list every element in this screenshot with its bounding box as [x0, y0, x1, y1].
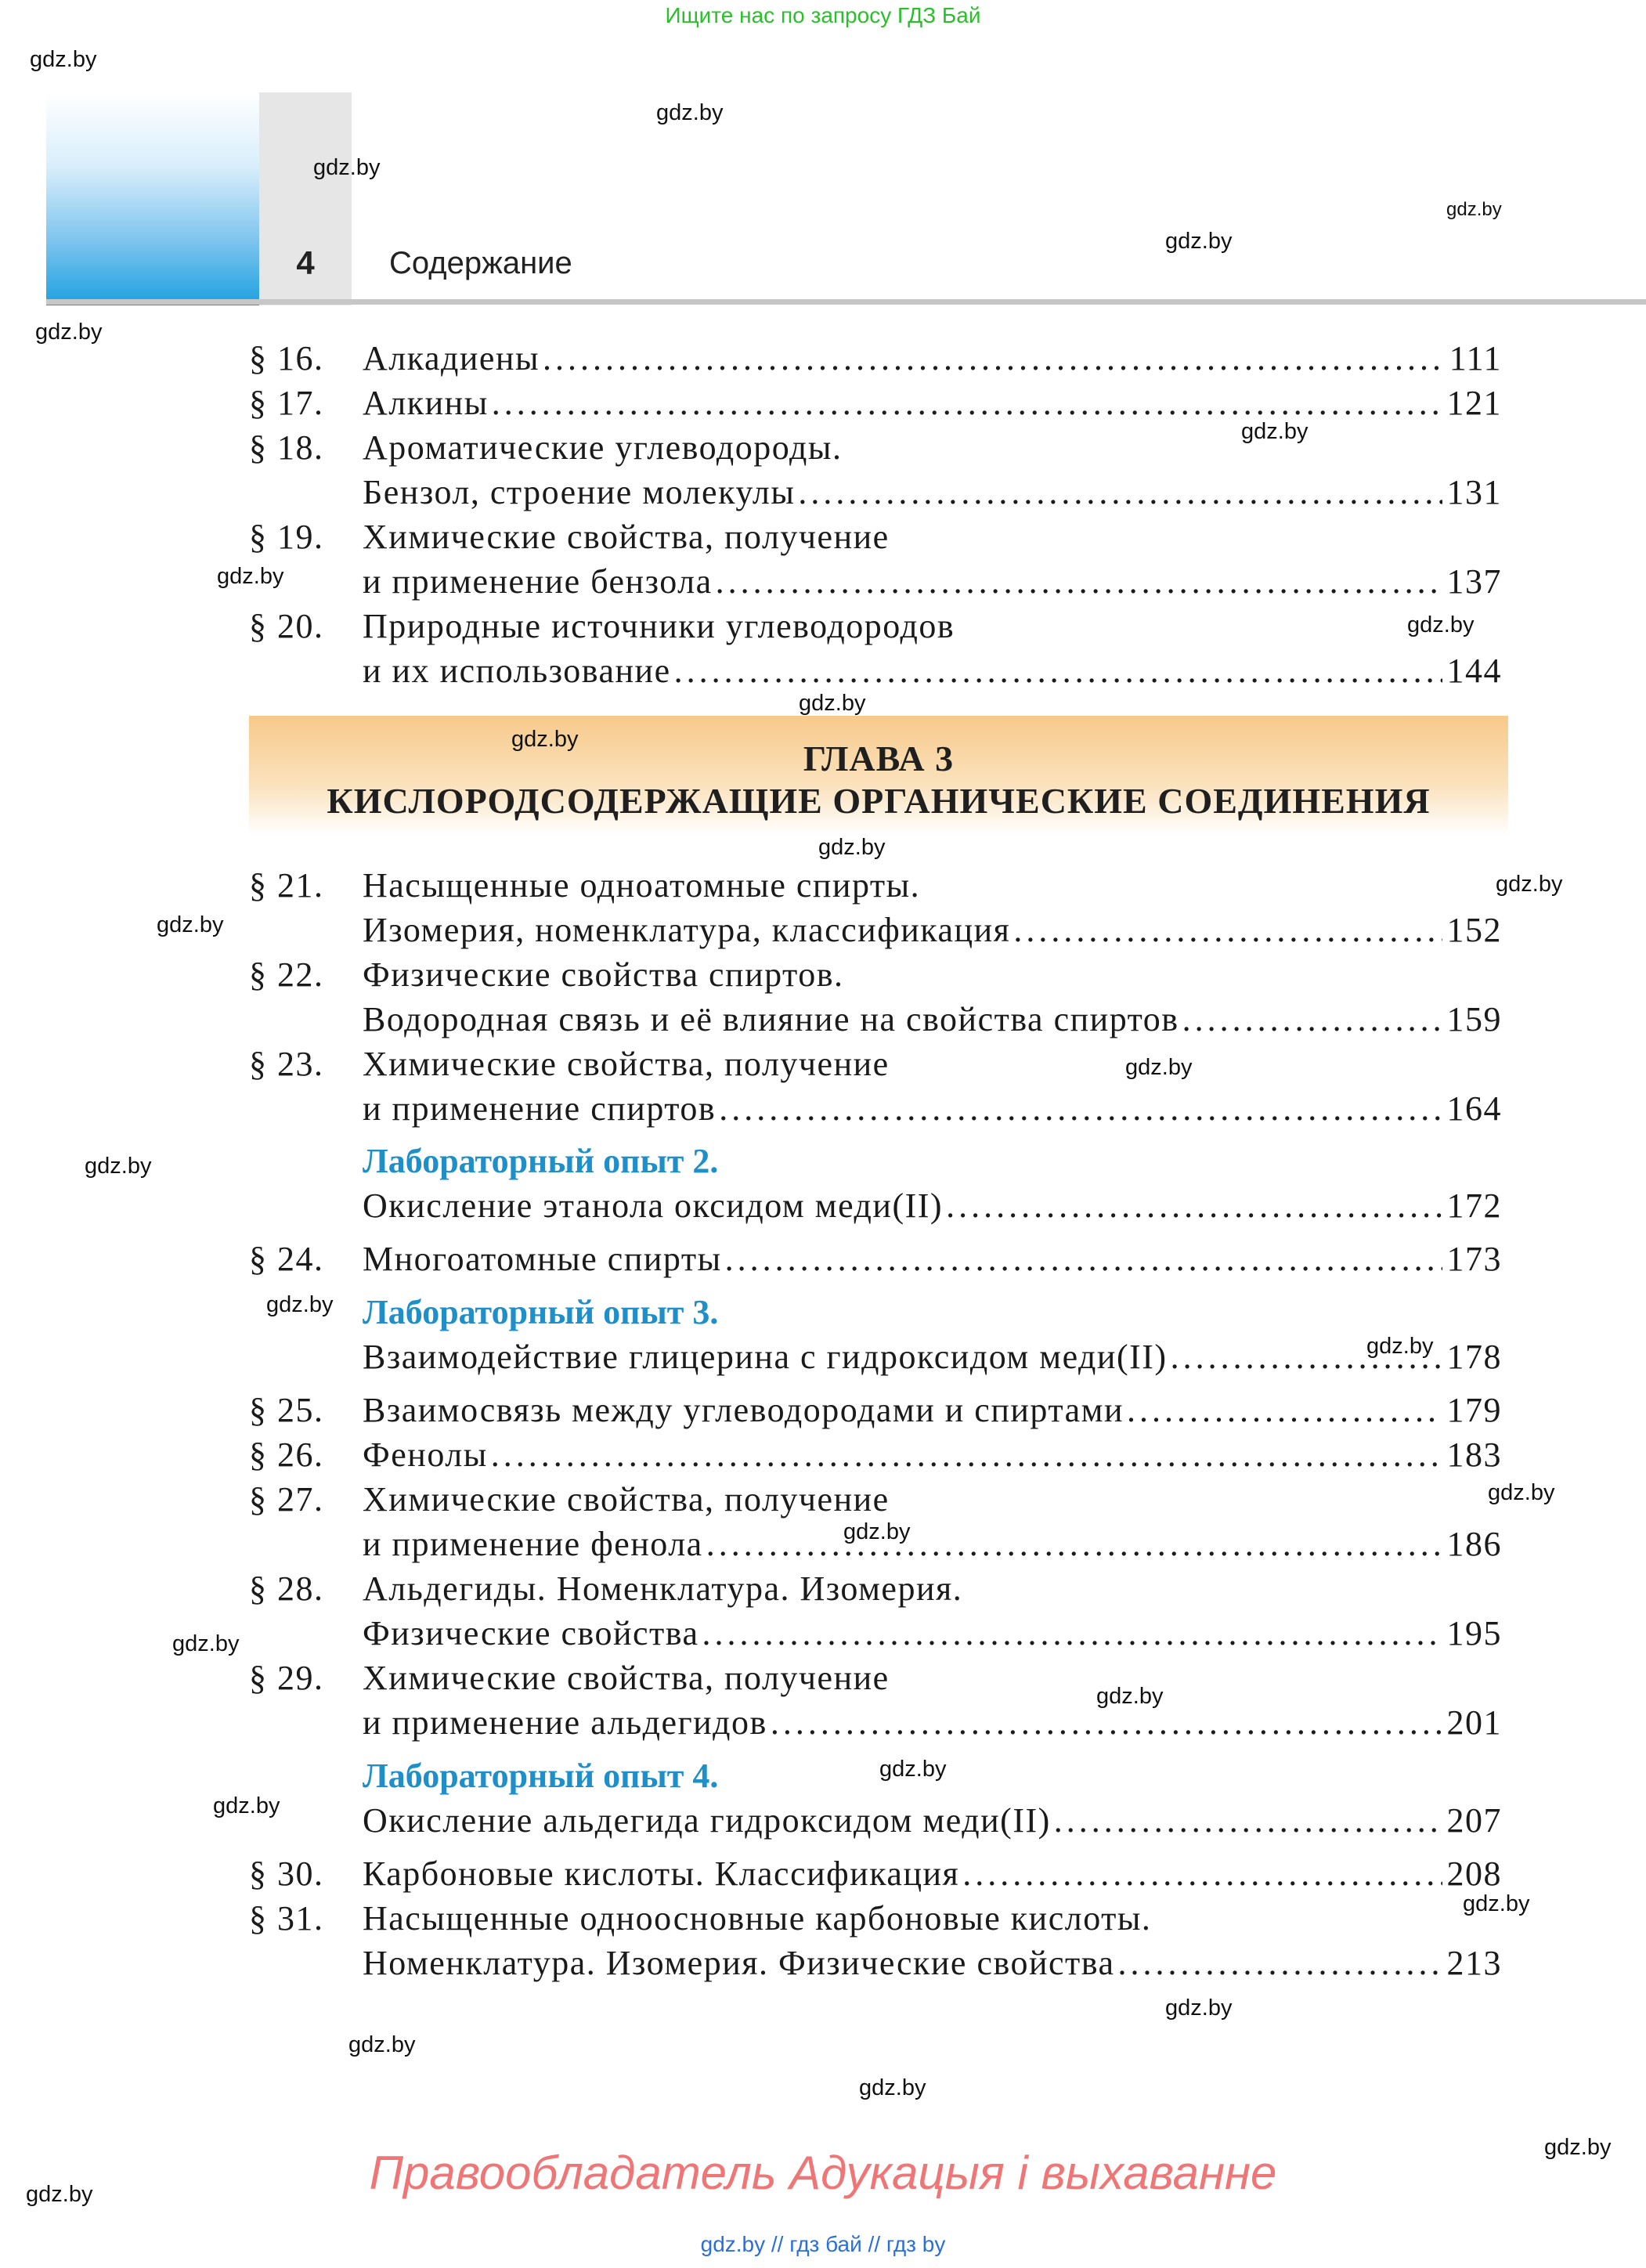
watermark: gdz.by: [1488, 1480, 1555, 1505]
toc-entry-number: § 16.: [249, 339, 324, 377]
toc-entry-page: 137: [1446, 562, 1502, 601]
watermark: gdz.by: [172, 1631, 240, 1656]
toc-entry-page: 144: [1446, 652, 1502, 690]
toc-entry-title: Алкадиены: [363, 339, 540, 377]
toc-entry-title: Алкины: [363, 384, 489, 422]
toc-entry-number: § 17.: [249, 384, 324, 422]
toc-entry-title: Насыщенные одноатомные спирты.: [363, 866, 921, 905]
toc-entry-page: 152: [1446, 911, 1502, 949]
header-color-block: [46, 92, 259, 305]
toc-entry-page: 213: [1446, 1944, 1502, 1982]
watermark: gdz.by: [1446, 199, 1502, 220]
copyright-owner-notice: Правообладатель Адукацыя і выхаванне: [369, 2147, 1277, 2199]
top-banner-link[interactable]: Ищите нас по запросу ГДЗ Бай: [665, 3, 981, 27]
toc-entry-title: Физические свойства спиртов.: [363, 955, 844, 994]
watermark: gdz.by: [1407, 612, 1475, 637]
toc-leader-dots: [1114, 1941, 1442, 1985]
toc-entry-number: § 22.: [249, 955, 324, 994]
toc-entry-page: 172: [1446, 1186, 1502, 1225]
toc-leader-dots: [1051, 1799, 1442, 1843]
toc-entry-title: Альдегиды. Номенклатура. Изомерия.: [363, 1569, 963, 1608]
toc-entry[interactable]: [249, 1897, 1502, 1941]
toc-entry-title: Насыщенные одноосновные карбоновые кислоты.: [363, 1899, 1152, 1938]
watermark: gdz.by: [1096, 1684, 1164, 1709]
toc-entry-continuation[interactable]: [249, 1087, 1502, 1131]
toc-leader-dots: [959, 1852, 1442, 1896]
watermark: gdz.by: [35, 320, 103, 345]
toc-entry-title: Изомерия, номенклатура, классификация: [363, 911, 1011, 949]
toc-entry-title: и применение бензола: [363, 562, 713, 601]
toc-entry-title: Химические свойства, получение: [363, 518, 890, 556]
watermark: gdz.by: [1463, 1891, 1530, 1916]
watermark: gdz.by: [313, 155, 381, 180]
bottom-banner-link[interactable]: gdz.by // гдз бай // гдз by: [700, 2232, 946, 2256]
toc-entry[interactable]: [249, 515, 1502, 559]
toc-entry-page: 201: [1446, 1703, 1502, 1742]
watermark: gdz.by: [266, 1292, 334, 1317]
chapter-title: КИСЛОРОДСОДЕРЖАЩИЕ ОРГАНИЧЕСКИЕ СОЕДИНЕНИЯ: [327, 781, 1431, 821]
toc-entry-number: § 20.: [249, 607, 324, 645]
toc-entry-title: Номенклатура. Изомерия. Физические свойства: [363, 1944, 1115, 1982]
toc-leader-dots: [1124, 1389, 1442, 1432]
toc-leader-dots: [703, 1522, 1442, 1566]
toc-entry[interactable]: [249, 1335, 1502, 1379]
toc-entry-page: 186: [1446, 1525, 1502, 1563]
watermark: gdz.by: [1165, 1995, 1233, 2021]
toc-entry-page: 195: [1446, 1614, 1502, 1652]
toc-entry-page: 207: [1446, 1801, 1502, 1840]
toc-entry[interactable]: [249, 1433, 1502, 1477]
toc-entry[interactable]: [249, 1478, 1502, 1522]
toc-entry-title: Карбоновые кислоты. Классификация: [363, 1854, 960, 1893]
toc-entry[interactable]: [249, 1852, 1502, 1896]
chapter-label: ГЛАВА 3: [803, 739, 955, 778]
toc-entry-title: Взаимодействие глицерина с гидроксидом меди(II): [363, 1338, 1168, 1376]
toc-entry[interactable]: [249, 1389, 1502, 1432]
toc-entry-title: Ароматические углеводороды.: [363, 428, 843, 467]
toc-entry[interactable]: [249, 381, 1502, 425]
toc-entry-number: § 18.: [249, 428, 324, 467]
toc-entry-continuation[interactable]: [249, 560, 1502, 604]
toc-entry-title: Фенолы: [363, 1436, 488, 1474]
toc-entry-title: Водородная связь и её влияние на свойства спиртов: [363, 1000, 1179, 1038]
toc-entry-number: § 19.: [249, 518, 324, 556]
watermark: gdz.by: [30, 47, 97, 72]
toc-entry-continuation[interactable]: [249, 649, 1502, 693]
watermark: gdz.by: [1165, 229, 1233, 254]
toc-entry-page: 178: [1446, 1338, 1502, 1376]
toc-entry-page: 179: [1446, 1391, 1502, 1429]
toc-leader-dots: [671, 649, 1442, 693]
toc-entry-page: 173: [1446, 1240, 1502, 1278]
toc-entry[interactable]: [249, 605, 1502, 648]
toc-entry-continuation[interactable]: [249, 1941, 1502, 1985]
toc-entry-title: Бензол, строение молекулы: [363, 473, 796, 511]
toc-entry-title: Физические свойства: [363, 1614, 699, 1652]
toc-leader-dots: [795, 471, 1442, 515]
running-header-title: Содержание: [389, 246, 572, 280]
toc-entry[interactable]: [249, 1567, 1502, 1611]
watermark: gdz.by: [859, 2075, 926, 2100]
toc-entry-page: 159: [1446, 1000, 1502, 1038]
toc-entry-title: Химические свойства, получение: [363, 1045, 890, 1083]
toc-leader-dots: [1010, 908, 1442, 952]
watermark: gdz.by: [656, 100, 724, 125]
toc-entry-number: § 23.: [249, 1045, 324, 1083]
toc-entry-title: и применение фенола: [363, 1525, 703, 1563]
watermark: gdz.by: [213, 1793, 280, 1818]
header-rule: [46, 299, 1646, 305]
toc-entry-page: 111: [1449, 339, 1502, 377]
toc-entry-continuation[interactable]: [249, 471, 1502, 515]
toc-entry-title: и их использование: [363, 652, 671, 690]
toc-entry-page: 183: [1446, 1436, 1502, 1474]
watermark: gdz.by: [1496, 872, 1563, 897]
watermark: gdz.by: [799, 691, 866, 716]
toc-entry-title: и применение спиртов: [363, 1089, 717, 1128]
watermark: gdz.by: [157, 912, 224, 937]
toc-entry-title: Окисление альдегида гидроксидом меди(II): [363, 1801, 1051, 1840]
toc-entry-number: § 29.: [249, 1659, 324, 1697]
page-number: 4: [296, 244, 315, 281]
toc-entry-number: § 28.: [249, 1569, 324, 1608]
lab-experiment-heading[interactable]: Лабораторный опыт 4.: [363, 1757, 719, 1795]
toc-entry[interactable]: [249, 1237, 1502, 1281]
toc-entry-page: 131: [1446, 473, 1502, 511]
toc-leader-dots: [488, 1433, 1442, 1477]
toc-entry[interactable]: [249, 953, 1502, 997]
toc-entry-number: § 25.: [249, 1391, 324, 1429]
toc-entry-continuation[interactable]: [249, 998, 1502, 1042]
toc-leader-dots: [699, 1612, 1442, 1656]
watermark: gdz.by: [1241, 419, 1308, 444]
watermark: gdz.by: [511, 727, 579, 752]
toc-entry-title: Многоатомные спирты: [363, 1240, 722, 1278]
toc-leader-dots: [540, 337, 1445, 381]
toc-entry[interactable]: [249, 864, 1502, 908]
toc-entry[interactable]: [249, 1799, 1502, 1843]
watermark: gdz.by: [1544, 2135, 1612, 2160]
watermark: gdz.by: [818, 835, 886, 860]
toc-entry-continuation[interactable]: [249, 1701, 1502, 1745]
toc-entry-number: § 31.: [249, 1899, 324, 1938]
toc-entry-number: § 30.: [249, 1854, 324, 1893]
watermark: gdz.by: [1125, 1055, 1193, 1080]
toc-leader-dots: [713, 560, 1442, 604]
toc-leader-dots: [943, 1184, 1442, 1228]
toc-entry-continuation[interactable]: [249, 1612, 1502, 1656]
toc-entry[interactable]: [249, 1042, 1502, 1086]
toc-entry-title: Химические свойства, получение: [363, 1659, 890, 1697]
toc-entry-page: 164: [1446, 1089, 1502, 1128]
toc-entry[interactable]: [249, 426, 1502, 470]
toc-leader-dots: [1179, 998, 1442, 1042]
toc-leader-dots: [722, 1237, 1442, 1281]
toc-leader-dots: [716, 1087, 1442, 1131]
watermark: gdz.by: [348, 2032, 416, 2057]
toc-entry[interactable]: [249, 337, 1502, 381]
toc-entry-title: Химические свойства, получение: [363, 1480, 890, 1519]
watermark: gdz.by: [26, 2182, 93, 2207]
toc-entry-title: Окисление этанола оксидом меди(II): [363, 1186, 944, 1225]
toc-entry-number: § 21.: [249, 866, 324, 905]
watermark: gdz.by: [1366, 1334, 1434, 1359]
toc-entry[interactable]: [249, 1184, 1502, 1228]
toc-entry-number: § 24.: [249, 1240, 324, 1278]
toc-entry-page: 121: [1446, 384, 1502, 422]
toc-entry-continuation[interactable]: [249, 908, 1502, 952]
chapter-heading-band: [249, 716, 1508, 835]
watermark: gdz.by: [217, 564, 284, 589]
watermark: gdz.by: [85, 1154, 152, 1179]
lab-experiment-heading[interactable]: Лабораторный опыт 3.: [363, 1293, 719, 1331]
toc-entry-number: § 27.: [249, 1480, 324, 1519]
toc-entry-title: и применение альдегидов: [363, 1703, 767, 1742]
toc-entry[interactable]: [249, 1656, 1502, 1700]
toc-entry-page: 208: [1446, 1854, 1502, 1893]
lab-experiment-heading[interactable]: Лабораторный опыт 2.: [363, 1142, 719, 1180]
toc-entry-title: Природные источники углеводородов: [363, 607, 955, 645]
watermark: gdz.by: [843, 1519, 911, 1544]
watermark: gdz.by: [879, 1757, 947, 1782]
toc-entry-title: Взаимосвязь между углеводородами и спиртами: [363, 1391, 1124, 1429]
toc-entry-number: § 26.: [249, 1436, 324, 1474]
